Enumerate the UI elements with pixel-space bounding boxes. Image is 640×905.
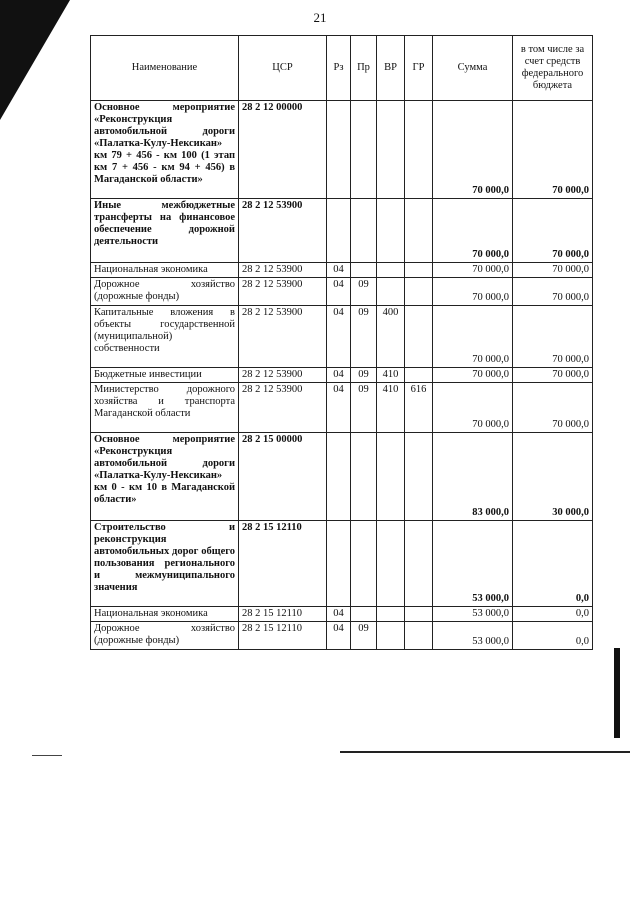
header-vr: ВР <box>377 36 405 101</box>
table-row <box>91 278 593 306</box>
table-header-row <box>91 36 593 101</box>
header-name: Наименование <box>91 36 239 101</box>
row-gr <box>405 101 433 199</box>
row-pr: 09 <box>351 622 377 650</box>
row-vr <box>377 278 405 306</box>
row-federal: 70 000,0 <box>513 199 593 263</box>
row-vr: 410 <box>377 368 405 383</box>
row-pr <box>351 199 377 263</box>
page-number: 21 <box>313 10 327 25</box>
row-csr: 28 2 12 53900 <box>239 306 327 368</box>
row-name: Министерство дорожного хозяйства и транспорта Магаданской области <box>91 383 239 433</box>
row-vr <box>377 101 405 199</box>
header-gr: ГР <box>405 36 433 101</box>
row-sum: 83 000,0 <box>433 433 513 521</box>
row-pr: 09 <box>351 383 377 433</box>
row-rz: 04 <box>327 278 351 306</box>
row-sum: 70 000,0 <box>433 101 513 199</box>
row-rz: 04 <box>327 368 351 383</box>
row-csr: 28 2 15 12110 <box>239 622 327 650</box>
row-csr: 28 2 12 00000 <box>239 101 327 199</box>
row-federal: 70 000,0 <box>513 368 593 383</box>
row-pr: 09 <box>351 368 377 383</box>
row-vr <box>377 199 405 263</box>
row-gr <box>405 521 433 607</box>
row-vr <box>377 433 405 521</box>
row-sum: 70 000,0 <box>433 199 513 263</box>
row-federal: 70 000,0 <box>513 263 593 278</box>
row-pr <box>351 607 377 622</box>
row-rz <box>327 101 351 199</box>
table-row <box>91 263 593 278</box>
row-sum: 70 000,0 <box>433 368 513 383</box>
row-federal: 0,0 <box>513 622 593 650</box>
footer-rule-right <box>340 751 630 753</box>
row-rz: 04 <box>327 607 351 622</box>
row-vr <box>377 622 405 650</box>
row-gr: 616 <box>405 383 433 433</box>
table-row <box>91 101 593 199</box>
row-gr <box>405 622 433 650</box>
row-name: Основное мероприятие «Реконструкция автомобильной дороги «Палатка-Кулу-Нексикан» км 0 - км 10 в Магаданской области» <box>91 433 239 521</box>
row-sum: 53 000,0 <box>433 622 513 650</box>
footer-rule-left <box>32 755 62 756</box>
row-pr <box>351 101 377 199</box>
row-name: Дорожное хозяйство (дорожные фонды) <box>91 278 239 306</box>
table-row <box>91 383 593 433</box>
row-sum: 70 000,0 <box>433 383 513 433</box>
row-rz <box>327 199 351 263</box>
row-csr: 28 2 12 53900 <box>239 263 327 278</box>
row-csr: 28 2 15 12110 <box>239 607 327 622</box>
row-name: Бюджетные инвестиции <box>91 368 239 383</box>
header-rz: Рз <box>327 36 351 101</box>
row-name: Строительство и реконструкция автомобильных дорог общего пользования регионального и межмуниципального значения <box>91 521 239 607</box>
row-csr: 28 2 15 00000 <box>239 433 327 521</box>
row-rz: 04 <box>327 622 351 650</box>
row-gr <box>405 199 433 263</box>
row-name: Основное мероприятие «Реконструкция автомобильной дороги «Палатка-Кулу-Нексикан» км 79 + 456 - км 100 (1 этап км 7 + 456 - км 94 + 456) в Магаданской области» <box>91 101 239 199</box>
row-gr <box>405 607 433 622</box>
row-rz: 04 <box>327 306 351 368</box>
row-gr <box>405 306 433 368</box>
row-csr: 28 2 12 53900 <box>239 199 327 263</box>
header-pr: Пр <box>351 36 377 101</box>
row-federal: 0,0 <box>513 521 593 607</box>
row-csr: 28 2 12 53900 <box>239 368 327 383</box>
row-name: Дорожное хозяйство (дорожные фонды) <box>91 622 239 650</box>
row-sum: 53 000,0 <box>433 521 513 607</box>
table-row <box>91 622 593 650</box>
table-row <box>91 368 593 383</box>
header-federal: в том числе за счет средств федерального бюджета <box>513 36 593 101</box>
row-federal: 70 000,0 <box>513 278 593 306</box>
row-pr: 09 <box>351 278 377 306</box>
row-federal: 70 000,0 <box>513 101 593 199</box>
table-row <box>91 521 593 607</box>
scan-edge-mark <box>614 648 620 738</box>
row-vr <box>377 521 405 607</box>
row-vr: 410 <box>377 383 405 433</box>
row-federal: 0,0 <box>513 607 593 622</box>
table-row <box>91 199 593 263</box>
row-sum: 70 000,0 <box>433 263 513 278</box>
row-csr: 28 2 15 12110 <box>239 521 327 607</box>
table-body <box>91 101 593 650</box>
header-csr: ЦСР <box>239 36 327 101</box>
header-sum: Сумма <box>433 36 513 101</box>
row-gr <box>405 433 433 521</box>
budget-table <box>90 35 593 650</box>
row-gr <box>405 263 433 278</box>
row-sum: 70 000,0 <box>433 306 513 368</box>
row-federal: 70 000,0 <box>513 306 593 368</box>
row-rz <box>327 521 351 607</box>
row-sum: 70 000,0 <box>433 278 513 306</box>
row-federal: 70 000,0 <box>513 383 593 433</box>
row-rz <box>327 433 351 521</box>
table-row <box>91 433 593 521</box>
row-name: Капитальные вложения в объекты государственной (муниципальной) собственности <box>91 306 239 368</box>
row-sum: 53 000,0 <box>433 607 513 622</box>
row-pr <box>351 263 377 278</box>
row-vr <box>377 263 405 278</box>
row-rz: 04 <box>327 263 351 278</box>
row-gr <box>405 278 433 306</box>
row-pr: 09 <box>351 306 377 368</box>
row-federal: 30 000,0 <box>513 433 593 521</box>
table-row <box>91 607 593 622</box>
row-gr <box>405 368 433 383</box>
row-pr <box>351 433 377 521</box>
row-pr <box>351 521 377 607</box>
row-csr: 28 2 12 53900 <box>239 278 327 306</box>
row-vr <box>377 607 405 622</box>
table-row <box>91 306 593 368</box>
row-rz: 04 <box>327 383 351 433</box>
row-name: Иные межбюджетные трансферты на финансовое обеспечение дорожной деятельности <box>91 199 239 263</box>
row-vr: 400 <box>377 306 405 368</box>
row-name: Национальная экономика <box>91 607 239 622</box>
row-name: Национальная экономика <box>91 263 239 278</box>
row-csr: 28 2 12 53900 <box>239 383 327 433</box>
